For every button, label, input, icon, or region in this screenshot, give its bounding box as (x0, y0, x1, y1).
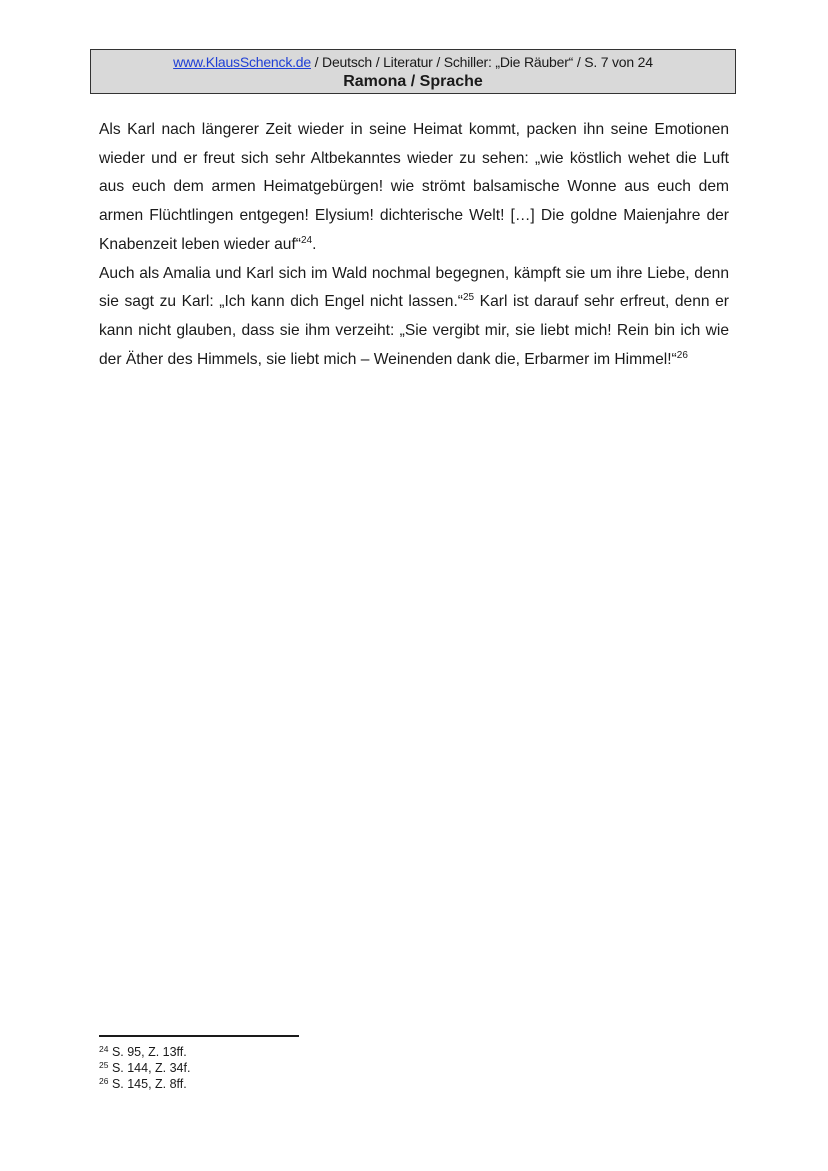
footnote-text: S. 144, Z. 34f. (108, 1061, 191, 1075)
footnote-number: 25 (99, 1060, 109, 1070)
paragraph-1 (99, 116, 729, 260)
paragraph-2-text-b: Karl ist darauf sehr erfreut, denn er kann nicht glauben, dass sie ihm verzeiht: „Sie vergibt mir, sie liebt mich! Rein bin ich wie der Äther des Himmels, sie liebt mich – Weinenden dank die, Erbarmer im Himmel!“ (99, 293, 729, 368)
footnote-text: S. 95, Z. 13ff. (108, 1045, 187, 1059)
footnote-ref-25: 25 (462, 292, 475, 304)
paragraph-2-text-a: Auch als Amalia und Karl sich im Wald nochmal begegnen, kämpft sie um ihre Liebe, denn sie sagt zu Karl: „Ich kann dich Engel nicht lassen.“ (99, 264, 729, 311)
footnote-25 (99, 1060, 190, 1076)
footnote-26 (99, 1076, 190, 1092)
website-link[interactable]: www.KlausSchenck.de (173, 54, 311, 70)
page-header (90, 49, 736, 94)
footnote-number: 26 (99, 1076, 109, 1086)
footnote-separator (99, 1035, 299, 1037)
footnote-24 (99, 1044, 190, 1060)
page-title: Ramona / Sprache (343, 73, 483, 90)
paragraph-1-text: Als Karl nach längerer Zeit wieder in seine Heimat kommt, packen ihn seine Emotionen wieder und er freut sich sehr Altbekanntes wieder zu sehen: „wie köstlich wehet die Luft aus euch dem armen Heimatgebürgen! wie strömt balsamische Wonne aus euch dem armen Flüchtlingen entgegen! Elysium! dichterische Welt! […] Die goldne Maienjahre der Knabenzeit leben wieder auf“ (99, 121, 729, 253)
footnote-number: 24 (99, 1044, 109, 1054)
paragraph-2 (99, 260, 729, 375)
header-path: / Deutsch / Literatur / Schiller: „Die Räuber“ / S. 7 von 24 (310, 54, 653, 70)
footnote-ref-24: 24 (301, 234, 313, 246)
header-breadcrumb (91, 54, 735, 71)
footnote-text: S. 145, Z. 8ff. (108, 1077, 187, 1091)
main-text (99, 116, 729, 374)
footnote-ref-26: 26 (676, 349, 688, 361)
paragraph-1-end: . (312, 235, 317, 253)
footnotes (99, 1044, 190, 1092)
